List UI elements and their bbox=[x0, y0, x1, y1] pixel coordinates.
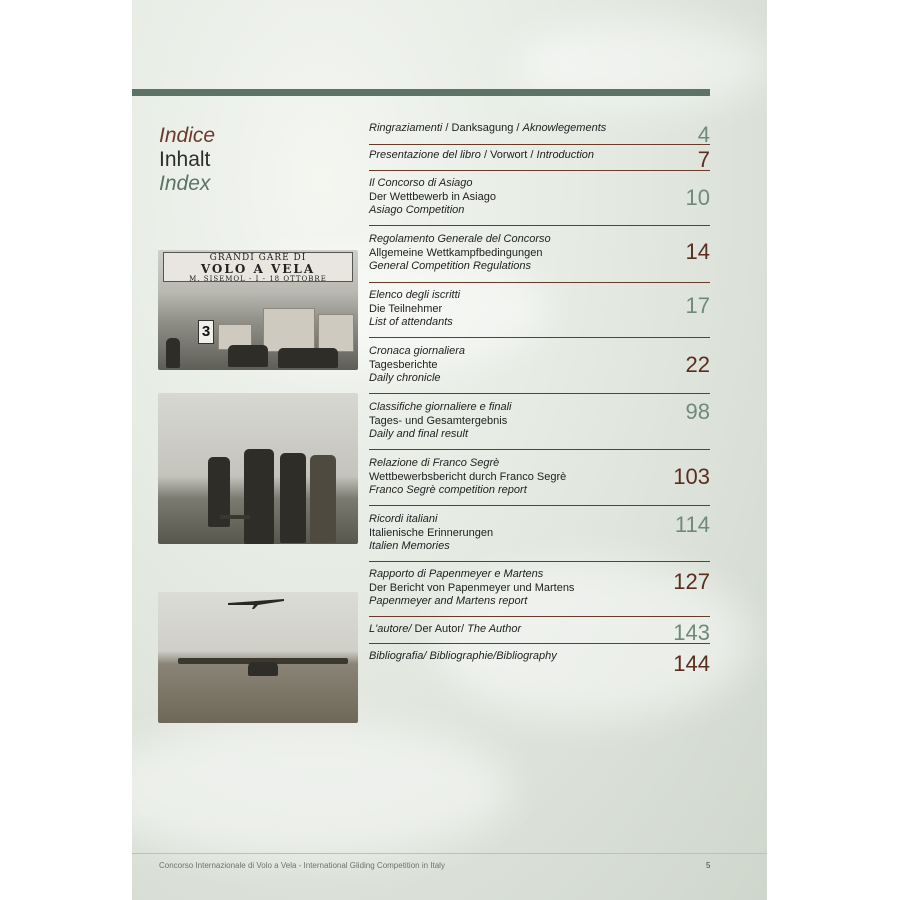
index-title-english: Index bbox=[159, 172, 211, 195]
photo-glider-hill bbox=[158, 592, 358, 723]
toc-title-de: Der Wettbewerb in Asiago bbox=[369, 190, 496, 203]
toc-entry[interactable] bbox=[369, 450, 710, 506]
toc-title-en: Franco Segrè competition report bbox=[369, 484, 527, 496]
toc-title-multilingual: Bibliografia/ Bibliographie/Bibliography bbox=[369, 650, 557, 662]
toc-title-en: Asiago Competition bbox=[369, 204, 465, 216]
banner-line-1: GRANDI GARE DI bbox=[209, 253, 307, 263]
crowd-figure bbox=[248, 662, 278, 676]
person-figure bbox=[280, 453, 306, 543]
toc-page-number: 17 bbox=[685, 293, 710, 318]
toc-title-en: Daily chronicle bbox=[369, 372, 441, 384]
toc-title-en: The Author bbox=[467, 623, 522, 635]
toc-title-en: List of attendants bbox=[369, 316, 453, 328]
toc-entry[interactable] bbox=[369, 506, 710, 562]
footer-running-title: Concorso Internazionale di Volo a Vela - International Gliding Competition in Italy bbox=[159, 861, 445, 870]
toc-page-number: 103 bbox=[673, 464, 710, 489]
toc-entry[interactable] bbox=[369, 394, 710, 450]
number-sign: 3 bbox=[198, 320, 214, 344]
toc-title-de: Wettbewerbsbericht durch Franco Segrè bbox=[369, 470, 567, 483]
cloud-shape bbox=[512, 20, 767, 110]
toc-title-it: Elenco degli iscritti bbox=[369, 289, 461, 301]
toc-entry[interactable] bbox=[369, 171, 710, 226]
toc-page-number: 114 bbox=[674, 512, 710, 537]
toc-title-de: Die Teilnehmer bbox=[369, 302, 443, 315]
glider-icon bbox=[228, 597, 284, 609]
toc-title-en: Daily and final result bbox=[369, 428, 469, 440]
toc-title-en: Introduction bbox=[536, 149, 595, 161]
toc-entry[interactable] bbox=[369, 617, 710, 644]
toc-title-it: Classifiche giornaliere e finali bbox=[369, 401, 512, 413]
toc-title-it: Rapporto di Papenmeyer e Martens bbox=[369, 568, 544, 580]
toc-title-en: Italien Memories bbox=[369, 540, 450, 552]
person-figure bbox=[244, 449, 274, 544]
toc-page-number: 22 bbox=[685, 352, 710, 377]
banner-sign bbox=[163, 252, 353, 282]
toc-entry[interactable] bbox=[369, 226, 710, 283]
toc-title-de: Tages- und Gesamtergebnis bbox=[369, 414, 508, 427]
toc-page-number: 4 bbox=[697, 122, 710, 147]
toc-title-it: Regolamento Generale del Concorso bbox=[369, 233, 551, 245]
photo-men-in-field bbox=[158, 393, 358, 544]
toc-page-number: 127 bbox=[673, 569, 710, 594]
index-title-german: Inhalt bbox=[159, 148, 211, 171]
toc-entry[interactable] bbox=[369, 644, 710, 684]
crowd-figure bbox=[228, 345, 268, 367]
footer-rule bbox=[132, 853, 767, 854]
toc-page-number: 14 bbox=[685, 239, 710, 264]
header-rule bbox=[132, 89, 710, 96]
table-of-contents bbox=[369, 118, 710, 684]
toc-entry[interactable] bbox=[369, 338, 710, 394]
toc-title-de: Italienische Erinnerungen bbox=[369, 526, 494, 539]
person-figure bbox=[310, 455, 336, 543]
toc-title-it: Il Concorso di Asiago bbox=[369, 177, 473, 189]
toc-title-de: / Vorwort / bbox=[480, 149, 537, 161]
building bbox=[263, 308, 315, 352]
toc-entry[interactable] bbox=[369, 145, 710, 171]
footer-page-number: 5 bbox=[706, 861, 711, 870]
toc-title-it: Ricordi italiani bbox=[369, 513, 438, 525]
index-title bbox=[159, 124, 215, 196]
toc-title-en: General Competition Regulations bbox=[369, 260, 532, 272]
toc-title-de: Der Autor/ bbox=[411, 623, 468, 635]
toc-page-number: 7 bbox=[697, 147, 710, 172]
toc-title-de: Tagesberichte bbox=[369, 358, 438, 371]
toc-title-it: Ringraziamenti bbox=[369, 122, 443, 134]
index-title-italian: Indice bbox=[159, 124, 216, 147]
toc-title-de: Allgemeine Wettkampfbedingungen bbox=[369, 246, 543, 259]
toc-title-it: Presentazione del libro bbox=[369, 149, 481, 161]
toc-page-number: 143 bbox=[673, 620, 710, 645]
toc-entry[interactable] bbox=[369, 118, 710, 145]
person-figure bbox=[166, 338, 180, 368]
book-page bbox=[132, 0, 767, 900]
banner-line-2: VOLO A VELA bbox=[200, 262, 316, 276]
toc-title-it: Cronaca giornaliera bbox=[369, 345, 465, 357]
photo-banner-town bbox=[158, 250, 358, 370]
toc-page-number: 10 bbox=[685, 185, 710, 210]
toc-title-en: Aknowlegements bbox=[522, 122, 607, 134]
toc-page-number: 98 bbox=[685, 399, 710, 424]
building bbox=[318, 314, 354, 352]
toc-title-de: / Danksagung / bbox=[442, 122, 523, 134]
banner-line-3: M. SISEMOL - I - 18 OTTOBRE bbox=[189, 275, 327, 283]
toc-title-en: Papenmeyer and Martens report bbox=[369, 595, 528, 607]
toc-title-it: Relazione di Franco Segrè bbox=[369, 457, 500, 469]
toc-entry[interactable] bbox=[369, 562, 710, 617]
toc-title-de: Der Bericht von Papenmeyer und Martens bbox=[369, 581, 575, 594]
toc-page-number: 144 bbox=[673, 651, 710, 676]
table-shape bbox=[220, 515, 250, 519]
toc-title-it: L'autore/ bbox=[369, 623, 412, 635]
toc-entry[interactable] bbox=[369, 283, 710, 338]
cloud-shape bbox=[132, 720, 512, 860]
crowd-figure bbox=[278, 348, 338, 368]
